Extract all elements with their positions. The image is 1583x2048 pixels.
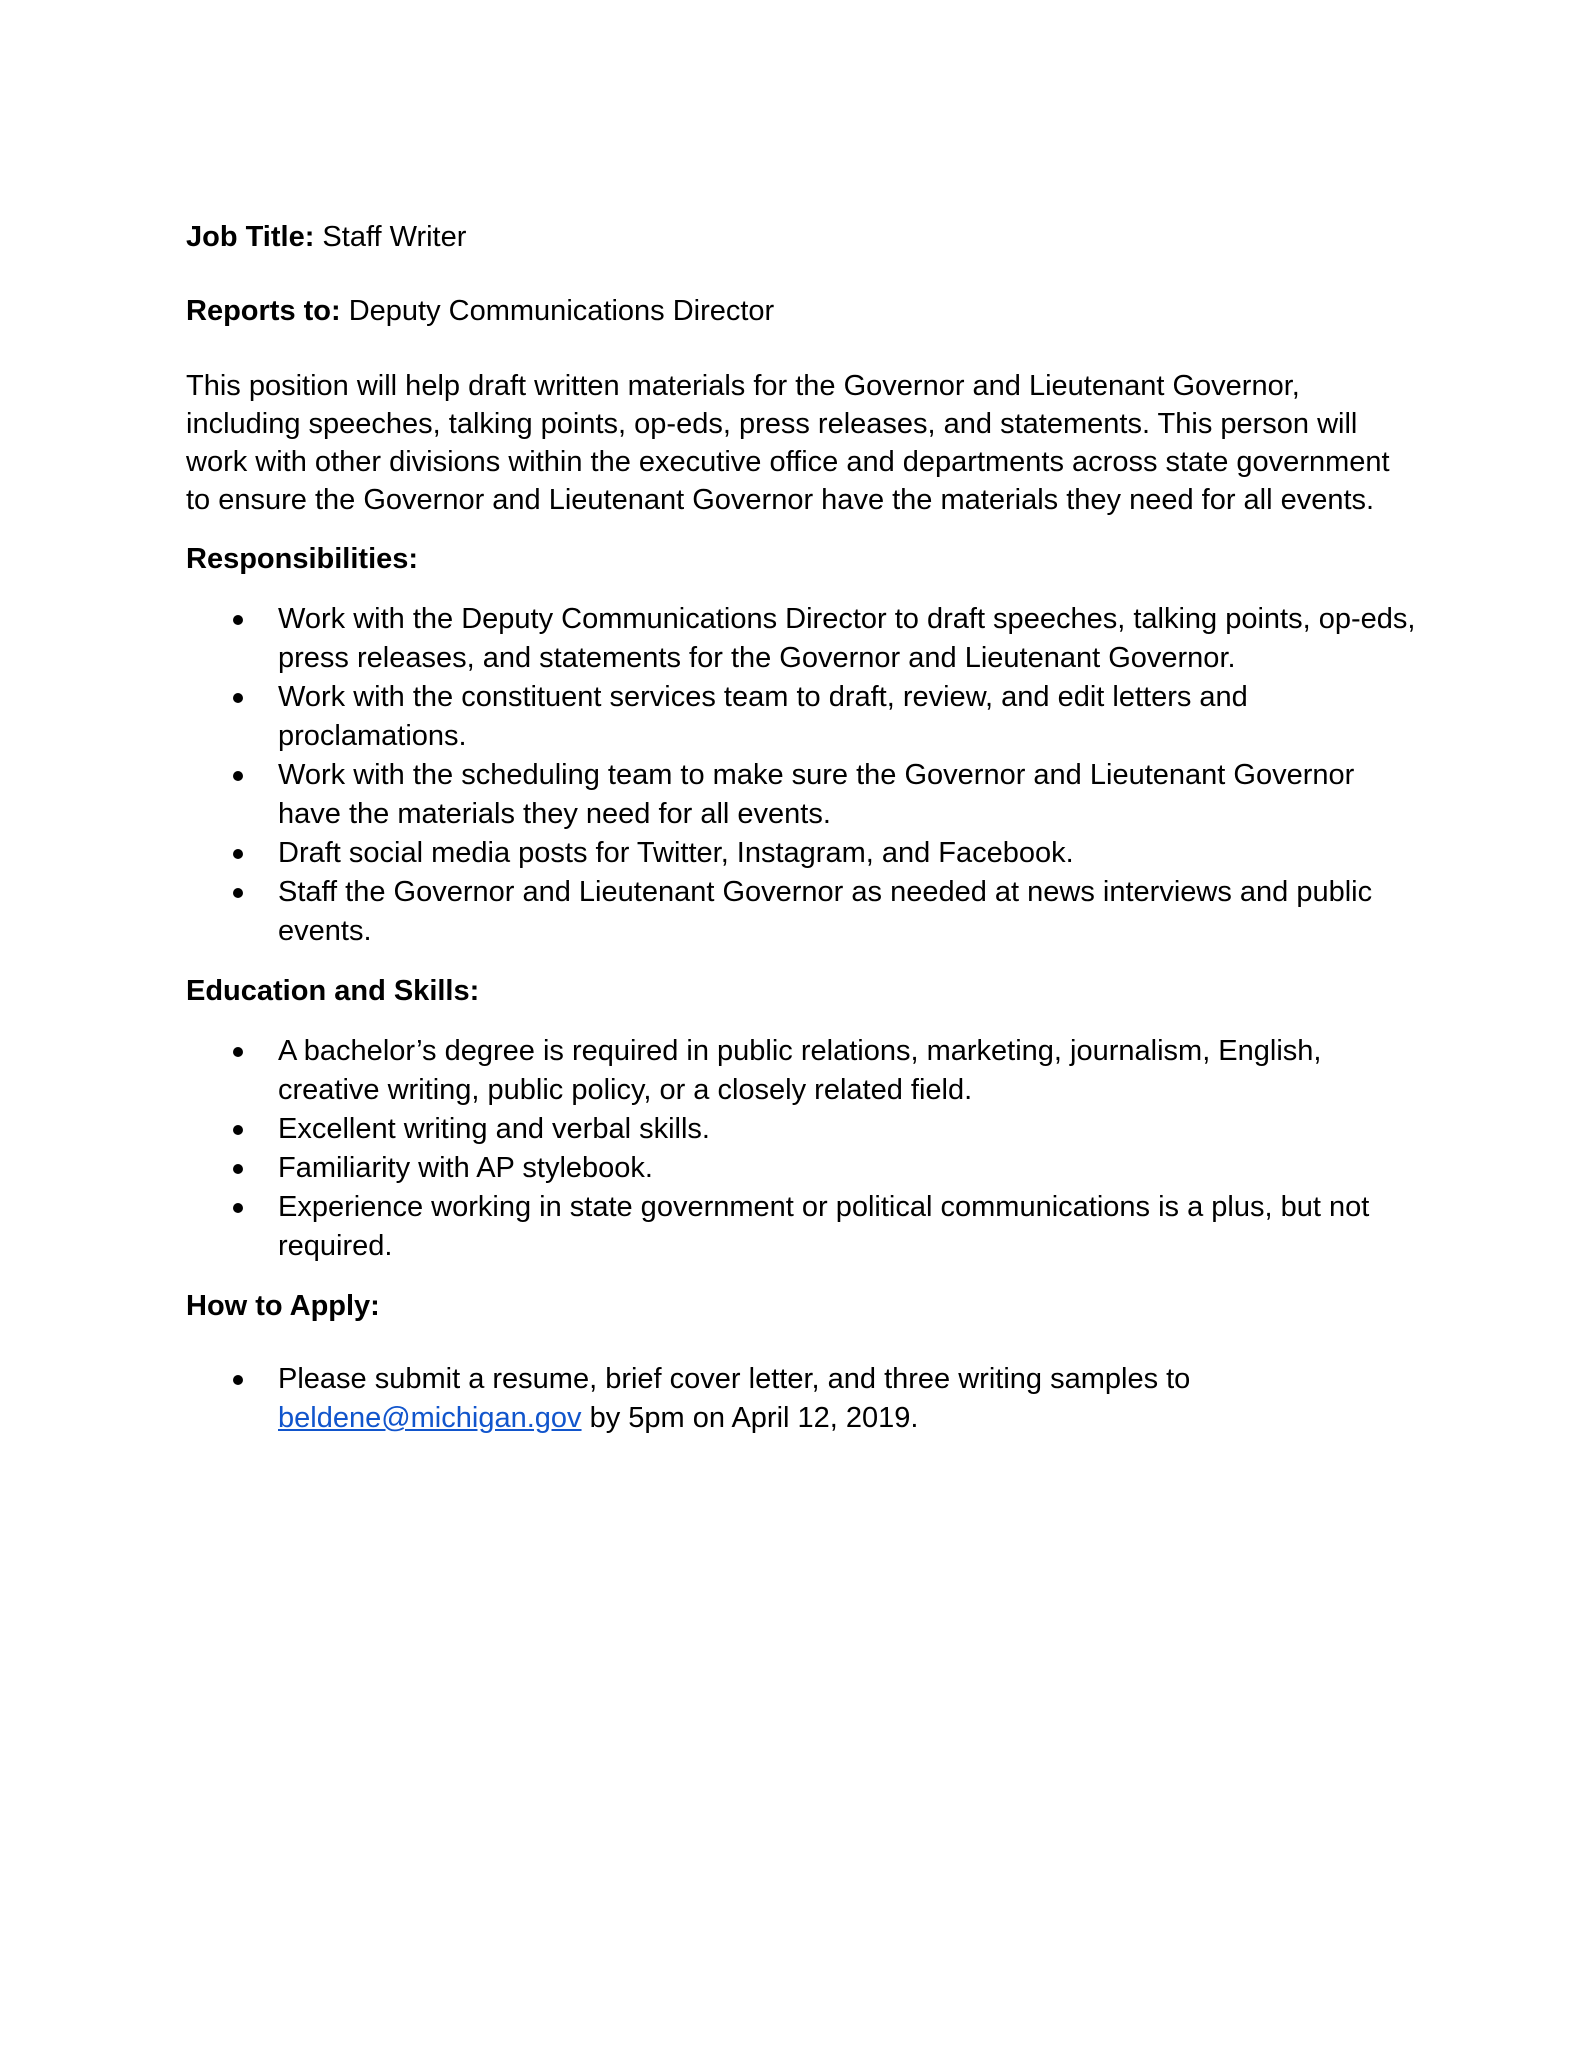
list-item — [186, 873, 1416, 951]
job-title-line — [186, 218, 1416, 256]
email-link[interactable]: beldene@michigan.gov — [278, 1402, 582, 1434]
list-item — [186, 1188, 1416, 1266]
list-item-text: Staff the Governor and Lieutenant Governor as needed at news interviews and public events. — [278, 876, 1373, 947]
how-to-apply-heading: How to Apply: — [186, 1290, 380, 1322]
apply-text-after: by 5pm on April 12, 2019. — [581, 1402, 919, 1434]
list-item — [186, 834, 1416, 873]
job-title-value: Staff Writer — [314, 221, 467, 253]
reports-to-line — [186, 292, 1416, 330]
list-item — [186, 756, 1416, 834]
responsibilities-heading: Responsibilities: — [186, 543, 419, 575]
bullet-icon — [233, 1375, 243, 1385]
bullet-icon — [233, 1164, 243, 1174]
list-item-text: Experience working in state government or political communications is a plus, but not required. — [278, 1191, 1370, 1262]
bullet-icon — [233, 771, 243, 781]
list-item — [186, 1360, 1416, 1438]
list-item-text: Draft social media posts for Twitter, Instagram, and Facebook. — [278, 837, 1074, 869]
bullet-icon — [233, 1203, 243, 1213]
document-content — [186, 218, 1416, 1438]
job-title-label: Job Title: — [186, 221, 315, 253]
reports-to-value: Deputy Communications Director — [340, 295, 775, 327]
list-item — [186, 600, 1416, 678]
education-heading: Education and Skills: — [186, 975, 480, 1007]
list-item-text: Excellent writing and verbal skills. — [278, 1113, 710, 1145]
education-list — [186, 1032, 1416, 1266]
list-item-text: Work with the scheduling team to make sure the Governor and Lieutenant Governor have the materials they need for all events. — [278, 759, 1355, 830]
list-item — [186, 1110, 1416, 1149]
list-item — [186, 1149, 1416, 1188]
bullet-icon — [233, 849, 243, 859]
list-item-text: Familiarity with AP stylebook. — [278, 1152, 653, 1184]
list-item-text: Work with the Deputy Communications Director to draft speeches, talking points, op-eds, press releases, and statements for the Governor and Lieutenant Governor. — [278, 603, 1416, 674]
how-to-apply-list — [186, 1360, 1416, 1438]
reports-to-label: Reports to: — [186, 295, 341, 327]
position-description: This position will help draft written materials for the Governor and Lieutenant Governor, including speeches, talking points, op-eds, press releases, and statements. This person will work with other divisions within the executive office and departments across state government to ensure the Governor and Lieutenant Governor have the materials they need for all events. — [186, 370, 1390, 516]
responsibilities-list — [186, 600, 1416, 951]
list-item — [186, 1032, 1416, 1110]
bullet-icon — [233, 888, 243, 898]
list-item-text: Work with the constituent services team to draft, review, and edit letters and proclamations. — [278, 681, 1248, 752]
list-item — [186, 678, 1416, 756]
bullet-icon — [233, 1047, 243, 1057]
list-item-text: A bachelor’s degree is required in public relations, marketing, journalism, English, creative writing, public policy, or a closely related field. — [278, 1035, 1322, 1106]
bullet-icon — [233, 615, 243, 625]
apply-text-before: Please submit a resume, brief cover letter, and three writing samples to — [278, 1363, 1191, 1395]
bullet-icon — [233, 693, 243, 703]
bullet-icon — [233, 1125, 243, 1135]
